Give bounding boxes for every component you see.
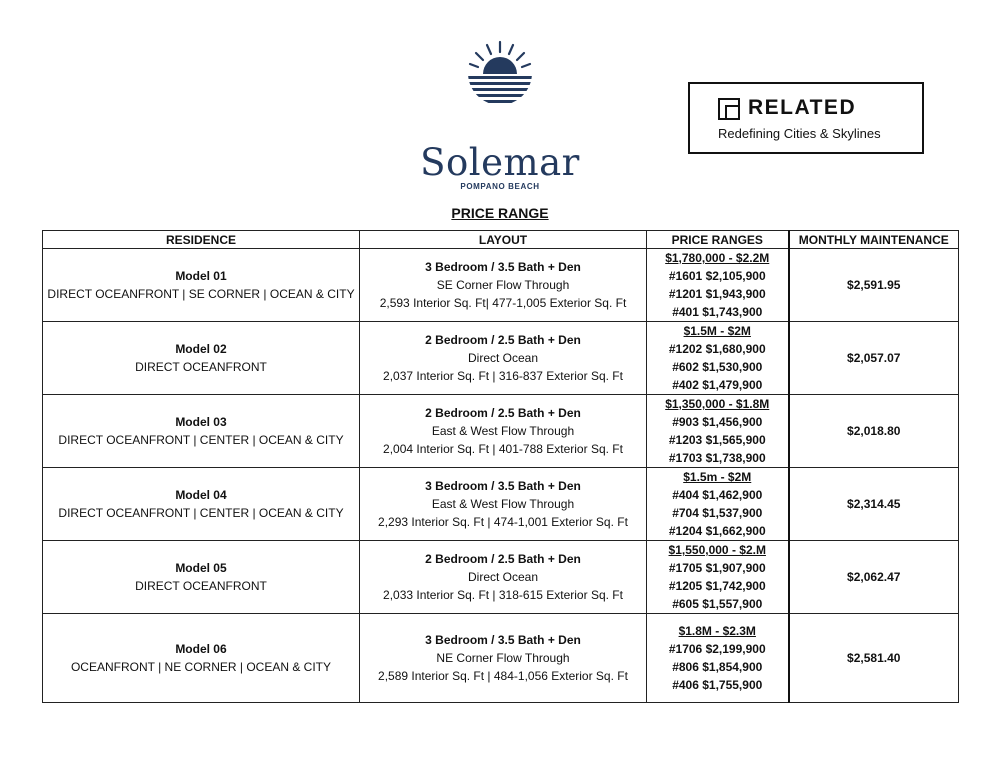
header-layout: LAYOUT bbox=[360, 231, 647, 249]
residence-cell bbox=[43, 322, 360, 395]
price-cell bbox=[647, 249, 789, 322]
unit-price: #402 $1,479,900 bbox=[672, 378, 763, 392]
unit-price: #704 $1,537,900 bbox=[672, 506, 763, 520]
unit-price: #605 $1,557,900 bbox=[672, 597, 763, 611]
area: 2,004 Interior Sq. Ft | 401-788 Exterior Sq. Ft bbox=[383, 442, 623, 456]
unit-price: #1601 $2,105,900 bbox=[668, 269, 766, 283]
layout-cell bbox=[360, 395, 647, 468]
residence-cell bbox=[43, 249, 360, 322]
model-name: Model 04 bbox=[175, 488, 227, 502]
maintenance-cell: $2,057.07 bbox=[789, 322, 959, 395]
model-location: DIRECT OCEANFRONT | CENTER | OCEAN & CITY bbox=[58, 506, 344, 520]
solemar-location: POMPANO BEACH bbox=[460, 182, 540, 191]
unit-price: #1201 $1,943,900 bbox=[668, 287, 766, 301]
model-location: OCEANFRONT | NE CORNER | OCEAN & CITY bbox=[70, 660, 332, 674]
unit-price: #1703 $1,738,900 bbox=[668, 451, 766, 465]
related-logo bbox=[688, 82, 924, 154]
model-name: Model 06 bbox=[175, 642, 227, 656]
area: 2,593 Interior Sq. Ft| 477-1,005 Exterior Sq. Ft bbox=[379, 296, 627, 310]
model-location: DIRECT OCEANFRONT bbox=[135, 360, 267, 374]
model-name: Model 02 bbox=[175, 342, 227, 356]
price-range: $1,550,000 - $2.M bbox=[668, 543, 766, 557]
header-price-ranges: PRICE RANGES bbox=[647, 231, 789, 249]
table-row bbox=[43, 322, 959, 395]
unit-price: #406 $1,755,900 bbox=[672, 678, 763, 692]
solemar-wordmark: Solemar bbox=[420, 141, 580, 184]
flow: East & West Flow Through bbox=[431, 497, 575, 511]
maintenance-cell: $2,062.47 bbox=[789, 541, 959, 614]
maintenance-cell: $2,314.45 bbox=[789, 468, 959, 541]
bedrooms: 3 Bedroom / 3.5 Bath + Den bbox=[425, 479, 581, 493]
price-range: $1.5m - $2M bbox=[683, 470, 752, 484]
price-range: $1.8M - $2.3M bbox=[678, 624, 756, 638]
table-row bbox=[43, 395, 959, 468]
area: 2,033 Interior Sq. Ft | 318-615 Exterior Sq. Ft bbox=[383, 588, 623, 602]
table-header-row bbox=[43, 231, 959, 249]
layout-cell bbox=[360, 614, 647, 703]
unit-price: #1705 $1,907,900 bbox=[668, 561, 766, 575]
unit-price: #602 $1,530,900 bbox=[672, 360, 763, 374]
unit-price: #1205 $1,742,900 bbox=[668, 579, 766, 593]
layout-cell bbox=[360, 468, 647, 541]
price-table bbox=[42, 230, 959, 703]
unit-price: #1203 $1,565,900 bbox=[668, 433, 766, 447]
layout-cell bbox=[360, 541, 647, 614]
layout-cell bbox=[360, 249, 647, 322]
unit-price: #1706 $2,199,900 bbox=[668, 642, 766, 656]
area: 2,037 Interior Sq. Ft | 316-837 Exterior Sq. Ft bbox=[383, 369, 623, 383]
price-range: $1.5M - $2M bbox=[683, 324, 751, 338]
price-cell bbox=[647, 614, 789, 703]
flow: Direct Ocean bbox=[467, 351, 539, 365]
model-name: Model 03 bbox=[175, 415, 227, 429]
bedrooms: 3 Bedroom / 3.5 Bath + Den bbox=[425, 260, 581, 274]
model-location: DIRECT OCEANFRONT bbox=[135, 579, 267, 593]
flow: East & West Flow Through bbox=[431, 424, 575, 438]
unit-price: #1202 $1,680,900 bbox=[668, 342, 766, 356]
maintenance-cell: $2,018.80 bbox=[789, 395, 959, 468]
bedrooms: 2 Bedroom / 2.5 Bath + Den bbox=[425, 333, 581, 347]
flow: Direct Ocean bbox=[467, 570, 539, 584]
layout-cell bbox=[360, 322, 647, 395]
price-cell bbox=[647, 468, 789, 541]
table-row bbox=[43, 541, 959, 614]
price-cell bbox=[647, 395, 789, 468]
related-wordmark: RELATED bbox=[748, 96, 857, 119]
unit-price: #404 $1,462,900 bbox=[672, 488, 763, 502]
table-row bbox=[43, 468, 959, 541]
maintenance-cell: $2,581.40 bbox=[789, 614, 959, 703]
price-cell bbox=[647, 322, 789, 395]
bedrooms: 2 Bedroom / 2.5 Bath + Den bbox=[425, 406, 581, 420]
price-cell bbox=[647, 541, 789, 614]
price-range: $1,350,000 - $1.8M bbox=[665, 397, 770, 411]
table-row bbox=[43, 249, 959, 322]
related-square-icon bbox=[718, 98, 740, 120]
table-row bbox=[43, 614, 959, 703]
solemar-logo bbox=[400, 40, 600, 191]
header-residence: RESIDENCE bbox=[43, 231, 360, 249]
model-location: DIRECT OCEANFRONT | SE CORNER | OCEAN & CITY bbox=[47, 287, 355, 301]
header-maintenance: MONTHLY MAINTENANCE bbox=[789, 231, 959, 249]
sun-wave-icon bbox=[467, 40, 533, 106]
residence-cell bbox=[43, 541, 360, 614]
model-name: Model 05 bbox=[175, 561, 227, 575]
bedrooms: 3 Bedroom / 3.5 Bath + Den bbox=[425, 633, 581, 647]
related-tagline: Redefining Cities & Skylines bbox=[718, 126, 881, 141]
page-title: PRICE RANGE bbox=[451, 205, 549, 221]
unit-price: #401 $1,743,900 bbox=[672, 305, 763, 319]
area: 2,293 Interior Sq. Ft | 474-1,001 Exterior Sq. Ft bbox=[378, 515, 628, 529]
price-range: $1,780,000 - $2.2M bbox=[665, 251, 770, 265]
unit-price: #806 $1,854,900 bbox=[672, 660, 763, 674]
model-location: DIRECT OCEANFRONT | CENTER | OCEAN & CITY bbox=[58, 433, 344, 447]
residence-cell bbox=[43, 614, 360, 703]
flow: SE Corner Flow Through bbox=[436, 278, 570, 292]
unit-price: #1204 $1,662,900 bbox=[668, 524, 766, 538]
flow: NE Corner Flow Through bbox=[436, 651, 570, 665]
residence-cell bbox=[43, 395, 360, 468]
residence-cell bbox=[43, 468, 360, 541]
model-name: Model 01 bbox=[175, 269, 227, 283]
unit-price: #903 $1,456,900 bbox=[672, 415, 763, 429]
bedrooms: 2 Bedroom / 2.5 Bath + Den bbox=[425, 552, 581, 566]
maintenance-cell: $2,591.95 bbox=[789, 249, 959, 322]
area: 2,589 Interior Sq. Ft | 484-1,056 Exterior Sq. Ft bbox=[378, 669, 628, 683]
